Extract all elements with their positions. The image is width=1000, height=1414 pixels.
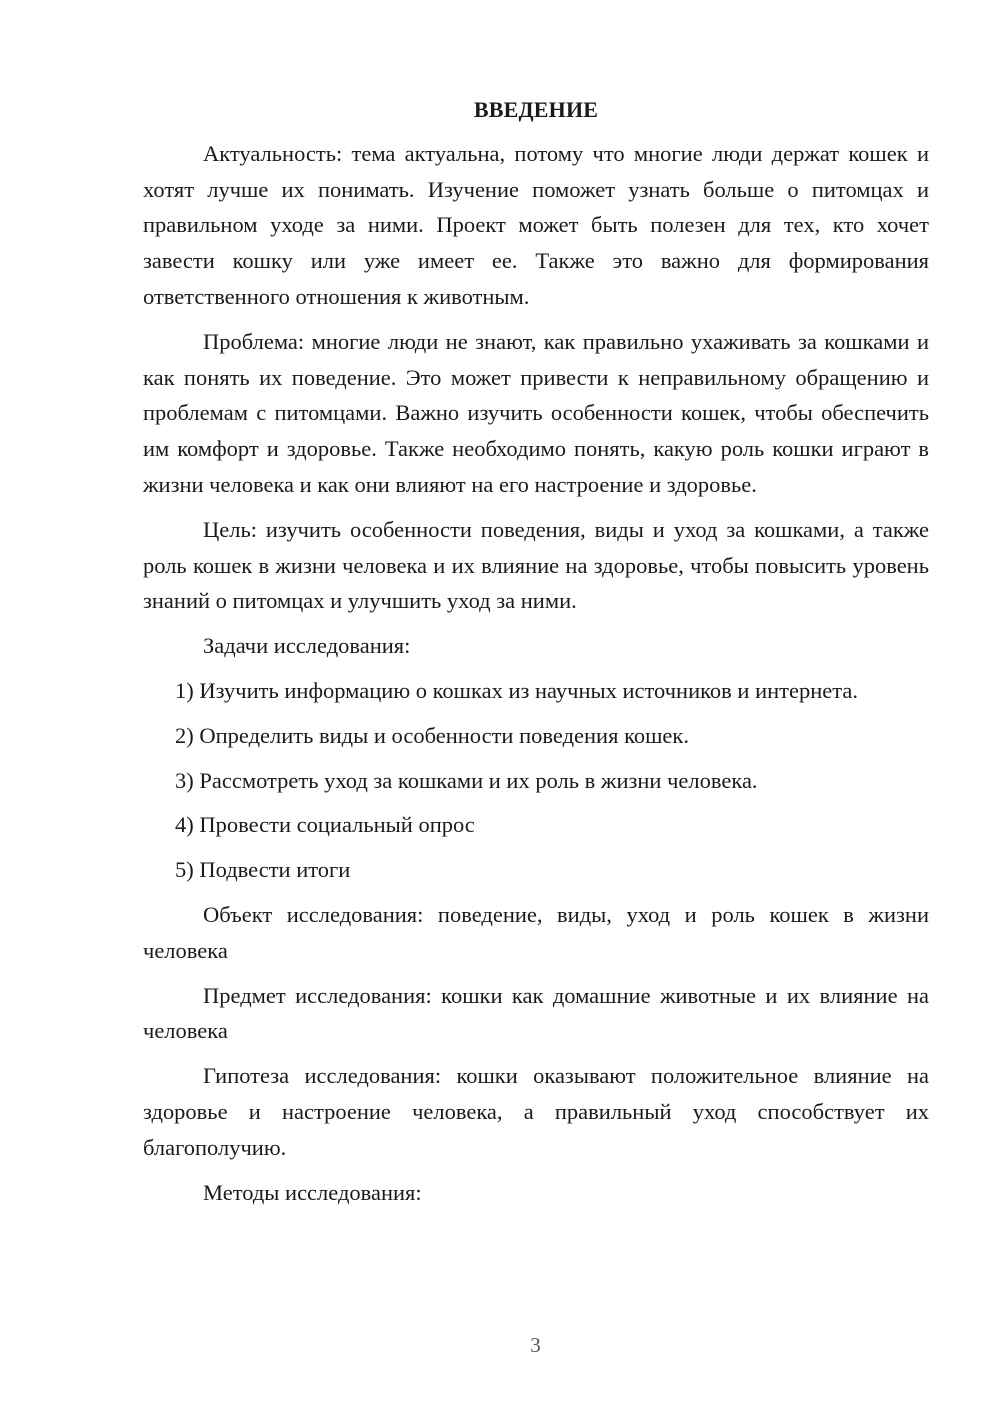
problem-paragraph: Проблема: многие люди не знают, как правильно ухаживать за кошками и как понять их поведение. Это может привести к неправильному обращению и проблемам с питомцами. Важно изучить особенности кошек, чтобы обеспечить им комфорт и здоровье. Также необходимо понять, какую роль кошки играют в жизни человека и как они влияют на его настроение и здоровье. xyxy=(143,328,929,497)
page-content xyxy=(143,92,929,1210)
object-paragraph: Объект исследования: поведение, виды, уход и роль кошек в жизни человека xyxy=(143,901,929,963)
goal-paragraph: Цель: изучить особенности поведения, виды и уход за кошками, а также роль кошек в жизни человека и их влияние на здоровье, чтобы повысить уровень знаний о питомцах и улучшить уход за ними. xyxy=(143,516,929,614)
task-item-2: 2) Определить виды и особенности поведения кошек. xyxy=(175,722,689,748)
task-item-4: 4) Провести социальный опрос xyxy=(175,812,475,838)
task-item-5: 5) Подвести итоги xyxy=(175,857,351,883)
section-title: ВВЕДЕНИЕ xyxy=(473,97,599,122)
task-item-3: 3) Рассмотреть уход за кошками и их роль в жизни человека. xyxy=(175,767,758,793)
methods-heading: Методы исследования: xyxy=(203,1179,422,1205)
page-number: 3 xyxy=(530,1333,541,1357)
task-item-1: 1) Изучить информацию о кошках из научных источников и интернета. xyxy=(175,677,858,703)
subject-paragraph: Предмет исследования: кошки как домашние животные и их влияние на человека xyxy=(143,982,929,1044)
relevance-paragraph: Актуальность: тема актуальна, потому что многие люди держат кошек и хотят лучше их понимать. Изучение поможет узнать больше о питомцах и правильном уходе за ними. Проект может быть полезен для тех, кто хочет завести кошку или уже имеет ее. Также это важно для формирования ответственного отношения к животным. xyxy=(143,140,929,309)
tasks-heading: Задачи исследования: xyxy=(203,633,411,659)
hypothesis-paragraph: Гипотеза исследования: кошки оказывают положительное влияние на здоровье и настроение человека, а правильный уход способствует их благополучию. xyxy=(143,1063,929,1160)
